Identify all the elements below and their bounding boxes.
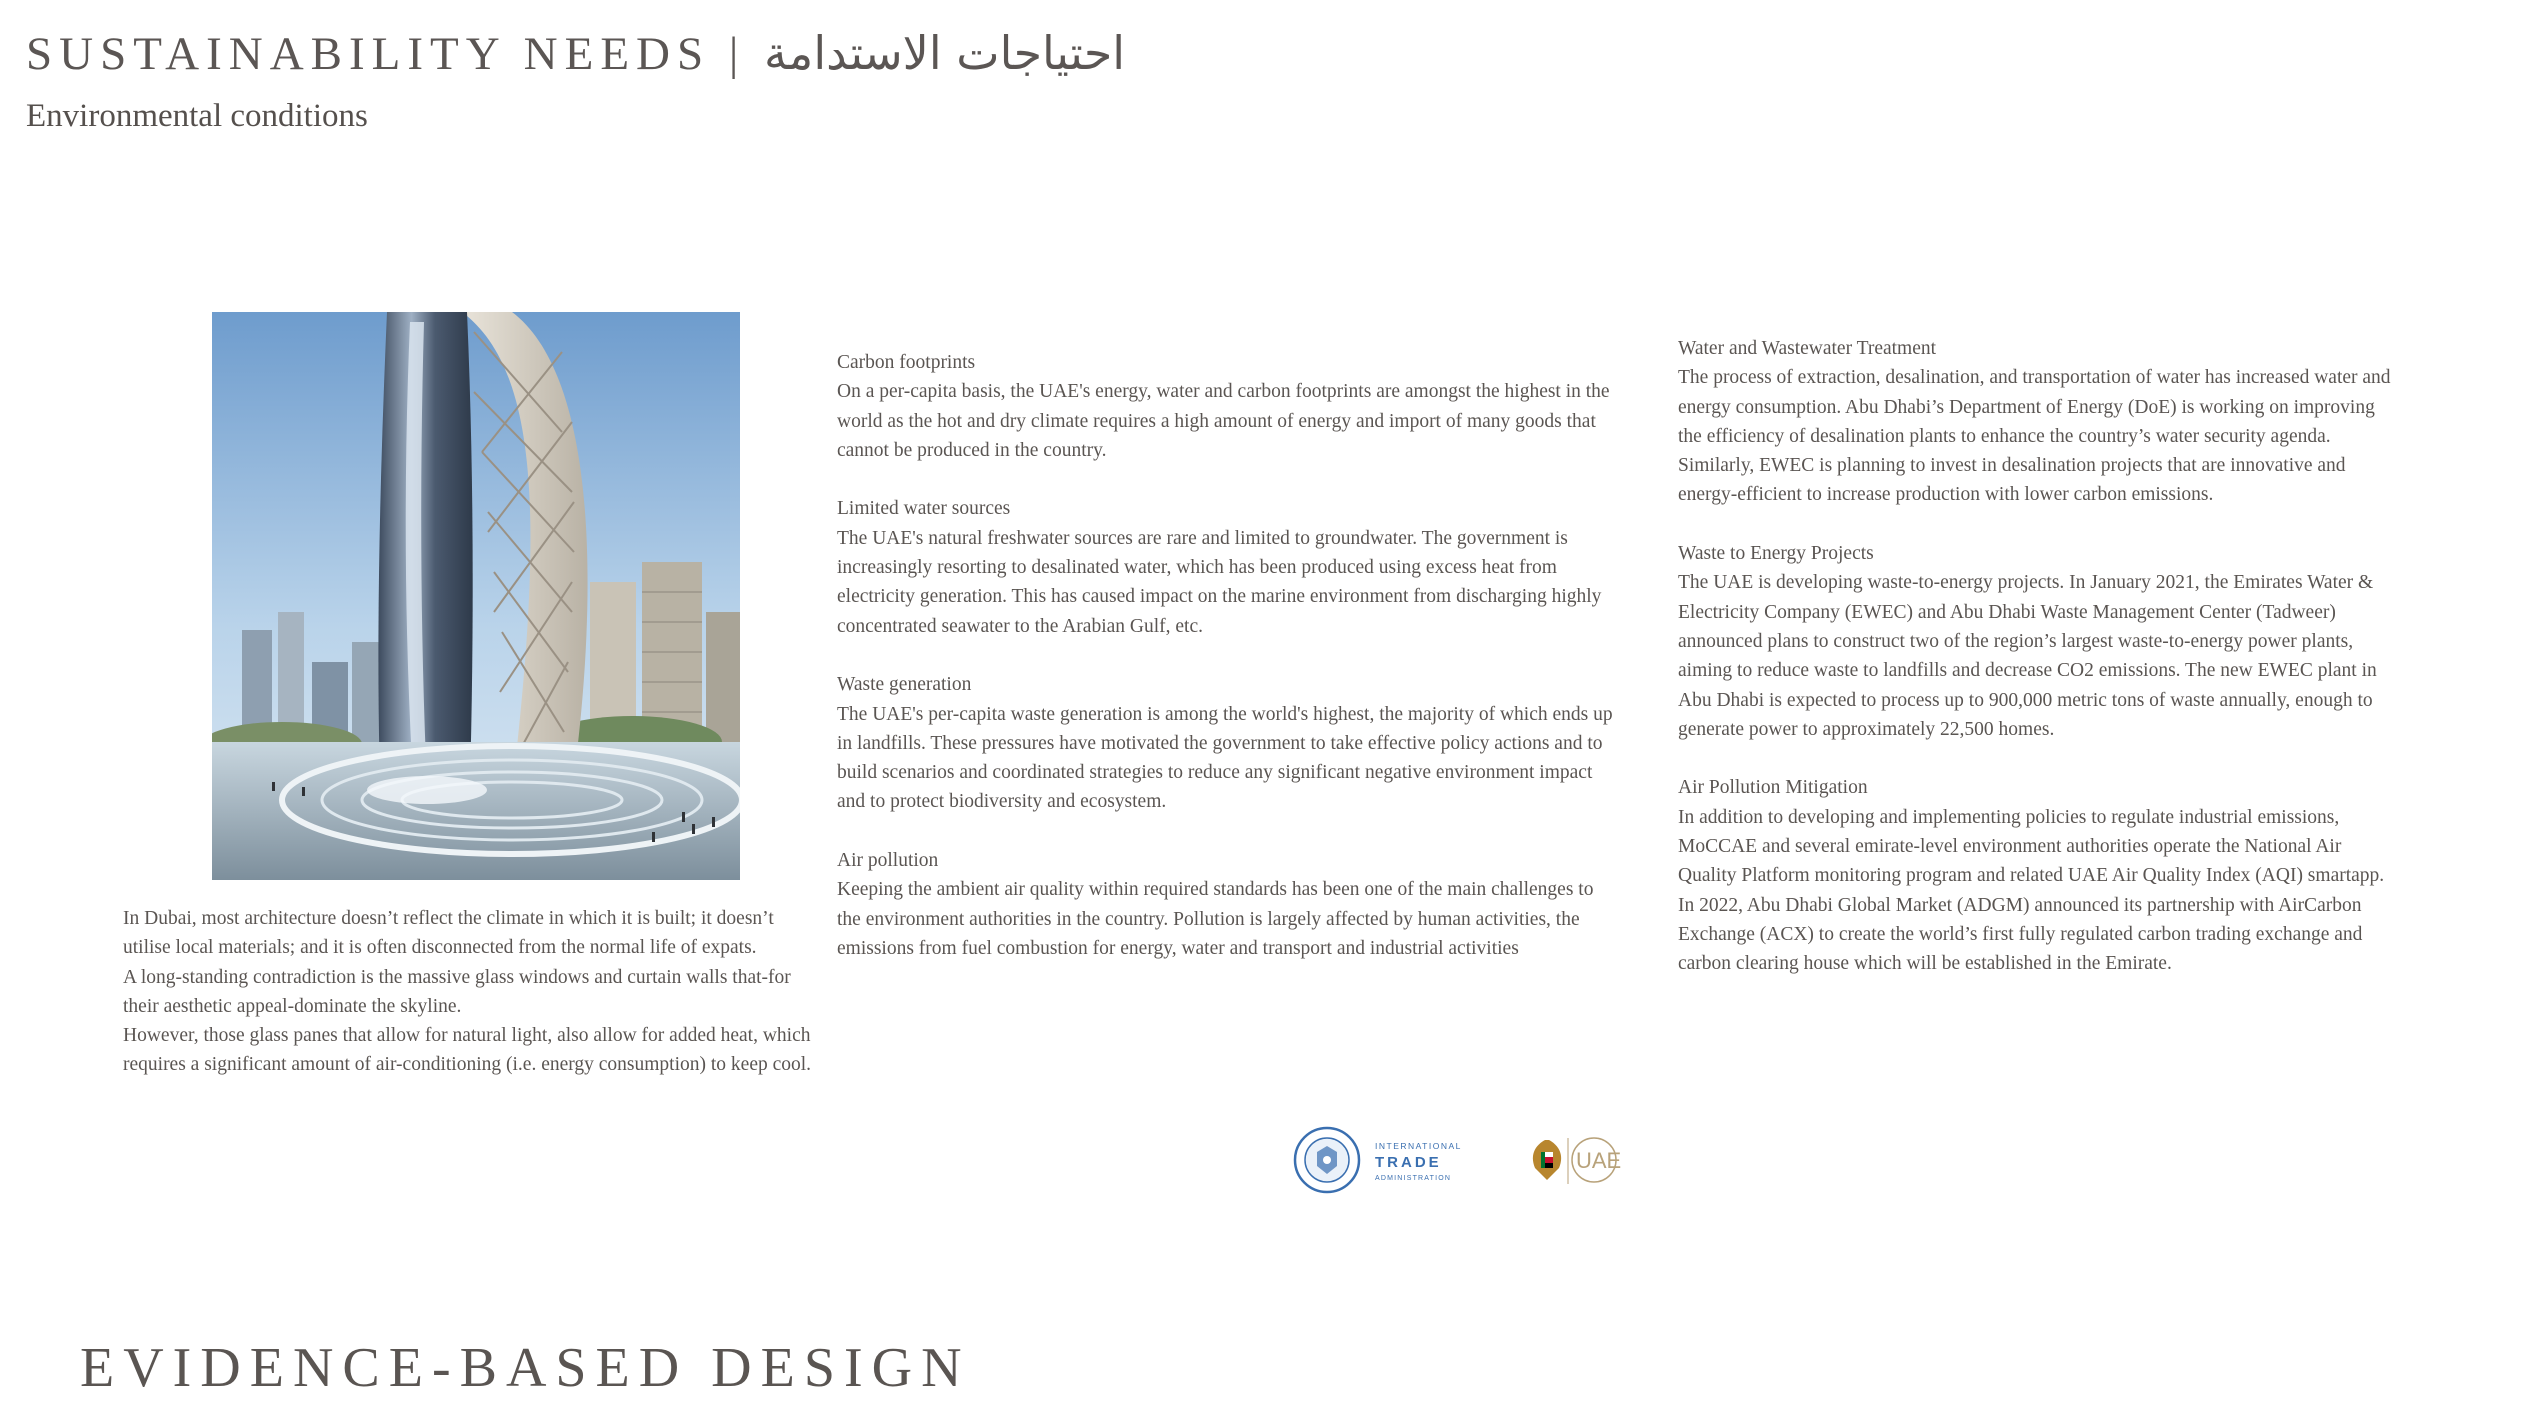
page-subtitle: Environmental conditions (26, 98, 368, 134)
section-heading: Water and Wastewater Treatment (1678, 338, 1937, 359)
ita-line-3: ADMINISTRATION (1375, 1175, 1452, 1182)
hero-image (212, 312, 740, 880)
section-body: The UAE's per-capita waste generation is among the world's highest, the majority of which ends up in landfills. These pressures have motivated the government to take effective policy actions and to build scenarios and coordinated strategies to reduce any significant negative environment impact and to protect biodiversity and ecosystem. (837, 703, 1613, 813)
section-body: In addition to developing and implementing policies to regulate industrial emissions, MoCCAE and several emirate-level environment authorities operate the National Air Quality Platform monitoring program and related UAE Air Quality Index (AQI) smartapp. In 2022, Abu Dhabi Global Market (ADGM) announced its partnership with AirCarbon Exchange (ACX) to create the world’s first fully regulated carbon trading exchange and carbon clearing house which will be established in the Emirate. (1678, 806, 2385, 975)
section-body: The UAE is developing waste-to-energy projects. In January 2021, the Emirates Water & Electricity Company (EWEC) and Abu Dhabi Waste Management Center (Tadweer) announced plans to construct two of the region’s largest waste-to-energy power plants, aiming to reduce waste to landfills and decrease CO2 emissions. The new EWEC plant in Abu Dhabi is expected to process up to 900,000 metric tons of waste annually, enough to generate power to approximately 22,500 homes. (1678, 572, 2377, 740)
uae-emblem-icon (1533, 1140, 1561, 1180)
section-body: The process of extraction, desalination, and transportation of water has increased water and energy consumption. Abu Dhabi’s Department of Energy (DoE) is working on improving the efficiency of desalination plants to enhance the country’s water security agenda. Similarly, EWEC is planning to invest in desalination projects that are innovative and energy-efficient to increase production with lower carbon emissions. (1678, 367, 2391, 506)
ita-line-1: INTERNATIONAL (1375, 1141, 1462, 1151)
page-title-arabic: احتياجات الاستدامة (764, 26, 1126, 80)
section-body: The UAE's natural freshwater sources are rare and limited to groundwater. The government is increasingly resorting to desalinated water, which has been produced using excess heat from electricity generation. This has caused impact on the marine environment from discharging highly concentrated seawater to the Arabian Gulf, etc. (837, 527, 1602, 637)
uae-mark: UAE (1576, 1148, 1622, 1173)
page-title-english: SUSTAINABILITY NEEDS | (26, 28, 765, 80)
section-heading: Waste to Energy Projects (1678, 543, 1874, 565)
paragraph: In Dubai, most architecture doesn’t reflect the climate in which it is built; it doesn’t utilise local materials; and it is often disconnected from the normal life of expats. (123, 908, 774, 959)
section-limited-water-sources (837, 494, 1617, 640)
section-waste-to-energy (1678, 539, 2398, 744)
section-air-pollution-mitigation (1678, 773, 2398, 978)
paragraph: A long-standing contradiction is the massive glass windows and curtain walls that-for their aesthetic appeal-dominate the skyline. (123, 966, 791, 1017)
section-body: Keeping the ambient air quality within required standards has been one of the main challenges to the environment authorities in the country. Pollution is largely affected by human activities, the emissions from fuel combustion for energy, water and transport and industrial activities (837, 879, 1594, 959)
section-heading: Air Pollution Mitigation (1678, 777, 1868, 799)
left-text-column (123, 904, 823, 1080)
footer-title: EVIDENCE-BASED DESIGN (80, 1337, 971, 1399)
section-carbon-footprints (837, 348, 1617, 465)
section-waste-generation (837, 670, 1617, 816)
commerce-seal-icon (1295, 1128, 1359, 1192)
section-heading: Air pollution (837, 850, 939, 872)
page-title (26, 26, 1125, 81)
section-heading: Waste generation (837, 674, 972, 696)
section-heading: Carbon footprints (837, 352, 976, 373)
section-water-wastewater (1678, 334, 2398, 510)
partner-logos (1292, 1122, 1642, 1198)
futuristic-tower-photo (212, 312, 740, 880)
ita-line-2: TRADE (1375, 1154, 1442, 1171)
section-air-pollution (837, 846, 1617, 963)
section-heading: Limited water sources (837, 498, 1011, 520)
paragraph: However, those glass panes that allow for natural light, also allow for added heat, which requires a significant amount of air-conditioning (i.e. energy consumption) to keep cool. (123, 1025, 812, 1076)
section-body: On a per-capita basis, the UAE's energy, water and carbon footprints are amongst the highest in the world as the hot and dry climate requires a high amount of energy and import of many goods that cannot be produced in the country. (837, 381, 1610, 461)
middle-text-column (837, 348, 1617, 963)
logos-graphic (1292, 1122, 1642, 1198)
right-text-column (1678, 334, 2398, 979)
